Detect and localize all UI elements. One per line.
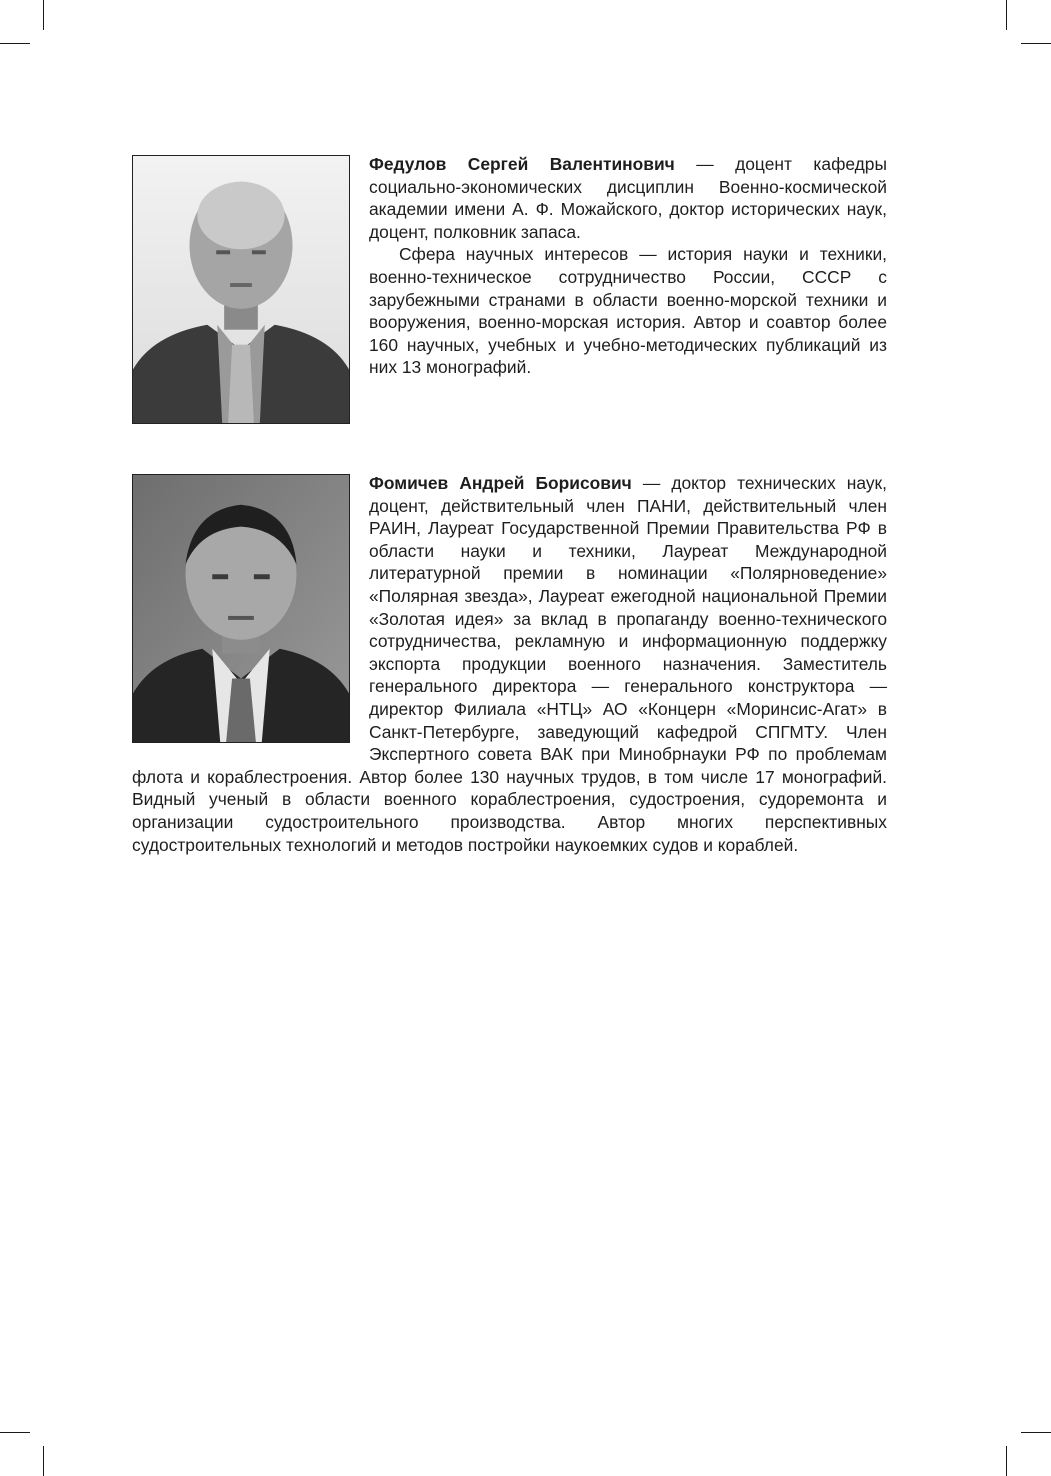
bio-name: Федулов Сергей Валентинович — [369, 154, 675, 174]
bio-fedulov — [132, 153, 887, 430]
portrait-photo-fedulov — [132, 155, 350, 424]
bio-intro: — доктор технических наук, доцент, действительный член ПАНИ, действительный член РАИН, Лауреат Государственной Премии Правительства РФ в области науки и техники, Лауреат Международной литературной премии в номинации «Полярноведение» «Полярная звезда», Лауреат ежегодной национальной Премии «Золотая идея» за вклад в пропаганду военно-технического сотрудничества, рекламную и информационную поддержку экспорта продукции военного назначения. Заместитель генерального директора — генерального конструктора — директор Филиала «НТЦ» АО «Концерн «Моринсис-Агат» в Санкт-Петербурге, заведующий кафедрой СПГМТУ. Член Экспертного совета ВАК при Минобрнауки РФ по проблемам флота и кораблестроения. Автор более 130 научных трудов, в том числе 17 монографий. Видный ученый в области военного кораблестроения, судостроения, судоремонта и организации судостроительного производства. Автор многих перспективных судостроительных технологий и методов постройки наукоемких судов и кораблей. — [132, 473, 887, 855]
crop-mark-bottom-left-h — [0, 1432, 30, 1433]
bio-fomichev — [132, 472, 887, 856]
crop-mark-top-right-v — [1006, 0, 1007, 30]
portrait-photo-fomichev — [132, 474, 350, 743]
crop-mark-bottom-right-v — [1006, 1446, 1007, 1476]
crop-mark-top-right-h — [1021, 43, 1051, 44]
bio-paragraph: Сфера научных интересов — история науки и техники, военно-техническое сотрудничество России, СССР с зарубежными странами в области военно-морской техники и вооружения, военно-морская история. Автор и соавтор более 160 научных, учебных и учебно-методических публикаций из них 13 монографий. — [369, 244, 887, 378]
crop-mark-bottom-right-h — [1021, 1432, 1051, 1433]
bio-name: Фомичев Андрей Борисович — [369, 473, 632, 493]
bio-intro: — доцент кафедры социально-экономических дисциплин Военно-космической академии имени А. Ф. Можайского, доктор исторических наук, доцент, полковник запаса. — [369, 154, 887, 242]
crop-mark-top-left-v — [43, 0, 44, 30]
crop-mark-top-left-h — [0, 43, 30, 44]
crop-mark-bottom-left-v — [43, 1446, 44, 1476]
